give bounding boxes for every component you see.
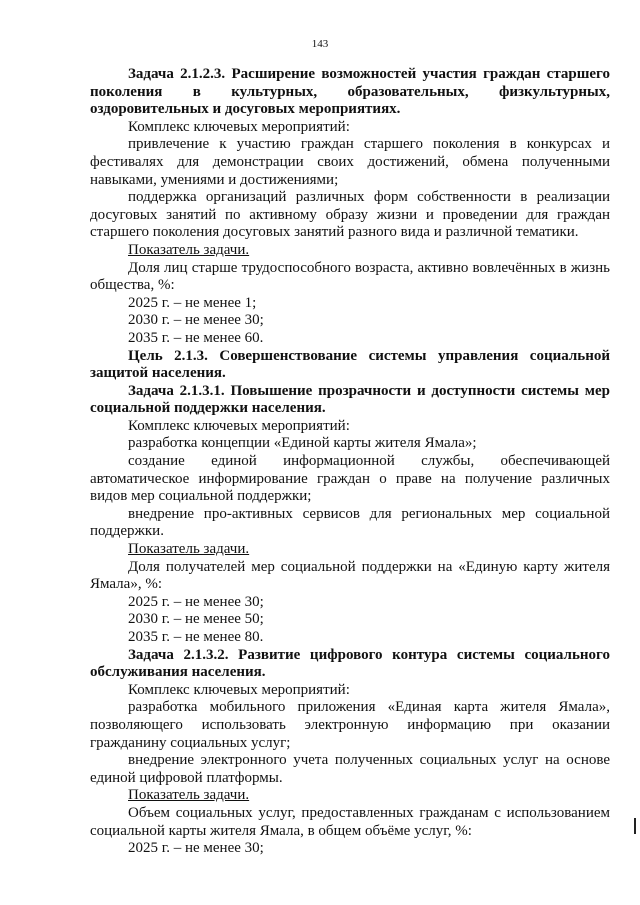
body-paragraph: 2030 г. – не менее 30; xyxy=(128,312,264,329)
indicator-label-text: Показатель задачи. xyxy=(128,787,250,804)
body-paragraph: 2025 г. – не менее 1; xyxy=(128,294,257,311)
body-paragraph: Комплекс ключевых мероприятий: xyxy=(128,417,350,434)
body-paragraph: 2030 г. – не менее 50; xyxy=(128,611,264,628)
body-paragraph: разработка концепции «Единой карты жителя Ямала»; xyxy=(128,435,477,452)
indicator-label-text: Показатель задачи. xyxy=(128,541,250,558)
indicator-label xyxy=(90,242,610,260)
indicator-label-text: Показатель задачи. xyxy=(128,241,250,258)
body-paragraph: 2035 г. – не менее 60. xyxy=(128,329,264,346)
body-paragraph: внедрение про-активных сервисов для региональных мер социальной поддержки. xyxy=(90,505,610,540)
scan-edge-mark xyxy=(634,818,636,834)
body-paragraph: привлечение к участию граждан старшего поколения в конкурсах и фестивалях для демонстрации своих достижений, обмена полученными навыками, умениями и достижениями; xyxy=(90,136,610,188)
body-paragraph: Объем социальных услуг, предоставленных гражданам с использованием социальной карты жителя Ямала, в общем объёме услуг, %: xyxy=(90,804,610,839)
indicator-label xyxy=(90,541,610,559)
section-heading: Задача 2.1.3.1. Повышение прозрачности и доступности системы мер социальной поддержки населения. xyxy=(90,382,610,417)
body-paragraph: Доля лиц старше трудоспособного возраста, активно вовлечённых в жизнь общества, %: xyxy=(90,259,610,294)
section-heading: Задача 2.1.2.3. Расширение возможностей участия граждан старшего поколения в культурных, образовательных, физкультурных, оздоровительных и досуговых мероприятиях. xyxy=(90,66,610,118)
section-heading: Цель 2.1.3. Совершенствование системы управления социальной защитой населения. xyxy=(90,347,610,382)
body-paragraph: внедрение электронного учета полученных социальных услуг на основе единой цифровой платформы. xyxy=(90,752,610,786)
page-number: 143 xyxy=(311,38,329,50)
indicator-label xyxy=(90,787,610,805)
document-body xyxy=(90,66,610,858)
body-paragraph: разработка мобильного приложения «Единая карта жителя Ямала», позволяющего использовать электронную информацию при оказании гражданину социальных услуг; xyxy=(90,699,610,751)
body-paragraph: 2025 г. – не менее 30; xyxy=(128,593,264,610)
body-paragraph: 2035 г. – не менее 80. xyxy=(128,629,264,645)
body-paragraph: Доля получателей мер социальной поддержки на «Единую карту жителя Ямала», %: xyxy=(90,558,610,593)
body-paragraph: Комплекс ключевых мероприятий: xyxy=(128,681,350,698)
body-paragraph: создание единой информационной службы, обеспечивающей автоматическое информирование граждан о праве на получение различных видов мер социальной поддержки; xyxy=(90,453,610,505)
body-paragraph: Комплекс ключевых мероприятий: xyxy=(128,118,350,135)
body-paragraph: 2025 г. – не менее 30; xyxy=(128,840,264,857)
body-paragraph: поддержка организаций различных форм собственности в реализации досуговых занятий по активному образу жизни и проведении для граждан старшего поколения досуговых занятий разного вида и различной тематики. xyxy=(90,189,610,241)
section-heading: Задача 2.1.3.2. Развитие цифрового контура системы социального обслуживания населения. xyxy=(90,646,610,681)
